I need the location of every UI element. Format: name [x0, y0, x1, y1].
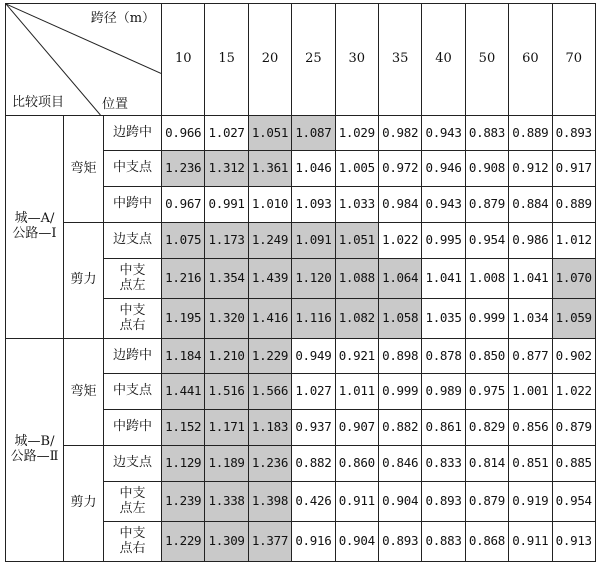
- span-header-40: 40: [422, 4, 465, 116]
- value-cell: 1.046: [292, 151, 335, 187]
- group-label-line1: 城—B/: [14, 434, 55, 450]
- value-cell-highlighted: 1.249: [248, 223, 291, 259]
- value-cell-highlighted: 1.184: [162, 339, 205, 374]
- value-cell-highlighted: 1.398: [248, 482, 291, 522]
- position-label: 中跨中: [104, 187, 162, 223]
- value-cell-highlighted: 1.075: [162, 223, 205, 259]
- comparison-table: [5, 3, 596, 562]
- value-cell: 1.093: [292, 187, 335, 223]
- value-cell-highlighted: 1.051: [335, 223, 378, 259]
- value-cell-highlighted: 1.309: [205, 522, 248, 562]
- position-label: [104, 299, 162, 339]
- value-cell-highlighted: 1.320: [205, 299, 248, 339]
- value-cell-highlighted: 1.239: [162, 482, 205, 522]
- value-cell-highlighted: 1.566: [248, 374, 291, 410]
- value-cell: 0.919: [509, 482, 552, 522]
- value-cell: 0.989: [422, 374, 465, 410]
- value-cell: 0.954: [465, 223, 508, 259]
- value-cell-highlighted: 1.059: [552, 299, 595, 339]
- position-label-line2: 点左: [119, 500, 146, 516]
- value-cell: 0.943: [422, 187, 465, 223]
- value-cell: 1.022: [378, 223, 421, 259]
- position-label: 边支点: [104, 223, 162, 259]
- group-label-line1: 城—A/: [14, 211, 55, 227]
- value-cell: 0.921: [335, 339, 378, 374]
- value-cell-highlighted: 1.416: [248, 299, 291, 339]
- value-cell: 0.877: [509, 339, 552, 374]
- value-cell-highlighted: 1.087: [292, 116, 335, 151]
- value-cell-highlighted: 1.229: [248, 339, 291, 374]
- value-cell: 0.879: [552, 410, 595, 446]
- span-header-25: 25: [292, 4, 335, 116]
- value-cell: 0.833: [422, 446, 465, 482]
- position-label: [104, 482, 162, 522]
- table-body: [6, 116, 596, 562]
- value-cell: 0.904: [378, 482, 421, 522]
- position-label-line1: 中支: [119, 262, 146, 278]
- value-cell: 0.972: [378, 151, 421, 187]
- position-label: 边跨中: [104, 116, 162, 151]
- value-cell: 0.904: [335, 522, 378, 562]
- table-row: [6, 116, 596, 151]
- value-cell: 1.035: [422, 299, 465, 339]
- value-cell-highlighted: 1.091: [292, 223, 335, 259]
- value-cell: 0.846: [378, 446, 421, 482]
- position-label-line2: 点右: [119, 540, 146, 556]
- position-label-line1: 中支: [119, 302, 146, 318]
- span-header-70: 70: [552, 4, 595, 116]
- value-cell: 0.856: [509, 410, 552, 446]
- value-cell: 1.033: [335, 187, 378, 223]
- group-label-line2: 公路—Ⅰ: [12, 226, 57, 241]
- diagonal-header-cell: [6, 4, 162, 116]
- value-cell: 0.829: [465, 410, 508, 446]
- value-cell: 0.911: [335, 482, 378, 522]
- span-header-20: 20: [248, 4, 291, 116]
- table-row: [6, 446, 596, 482]
- value-cell: 0.991: [205, 187, 248, 223]
- group-label-line2: 公路—Ⅱ: [10, 449, 59, 464]
- value-cell: 0.882: [292, 446, 335, 482]
- value-cell: 0.879: [465, 482, 508, 522]
- group-label: [6, 339, 64, 562]
- sub-item-label: 弯矩: [64, 339, 104, 446]
- value-cell: 0.898: [378, 339, 421, 374]
- position-label: 中跨中: [104, 410, 162, 446]
- sub-item-label: 弯矩: [64, 116, 104, 223]
- value-cell: 0.893: [552, 116, 595, 151]
- value-cell: 1.027: [292, 374, 335, 410]
- value-cell: 0.893: [378, 522, 421, 562]
- sub-item-label: 剪力: [64, 223, 104, 339]
- value-cell: 0.889: [552, 187, 595, 223]
- value-cell: 1.001: [509, 374, 552, 410]
- value-cell-highlighted: 1.152: [162, 410, 205, 446]
- value-cell: 0.851: [509, 446, 552, 482]
- value-cell-highlighted: 1.210: [205, 339, 248, 374]
- value-cell-highlighted: 1.216: [162, 259, 205, 299]
- table-row: [6, 339, 596, 374]
- value-cell: 1.008: [465, 259, 508, 299]
- value-cell: 0.999: [465, 299, 508, 339]
- span-header-35: 35: [378, 4, 421, 116]
- value-cell: 0.917: [552, 151, 595, 187]
- value-cell: 1.022: [552, 374, 595, 410]
- value-cell-highlighted: 1.088: [335, 259, 378, 299]
- value-cell-highlighted: 1.312: [205, 151, 248, 187]
- value-cell: 0.907: [335, 410, 378, 446]
- header-row: [6, 4, 596, 116]
- position-label-line2: 点右: [119, 317, 146, 333]
- value-cell: 0.946: [422, 151, 465, 187]
- value-cell: 0.908: [465, 151, 508, 187]
- position-label: [104, 259, 162, 299]
- value-cell-highlighted: 1.361: [248, 151, 291, 187]
- value-cell: 0.902: [552, 339, 595, 374]
- value-cell-highlighted: 1.082: [335, 299, 378, 339]
- value-cell-highlighted: 1.195: [162, 299, 205, 339]
- position-label: 边跨中: [104, 339, 162, 374]
- value-cell: 0.882: [378, 410, 421, 446]
- value-cell-highlighted: 1.236: [162, 151, 205, 187]
- value-cell: 0.885: [552, 446, 595, 482]
- span-header-label: 跨径（m）: [90, 11, 156, 26]
- value-cell: 0.883: [422, 522, 465, 562]
- value-cell: 1.041: [422, 259, 465, 299]
- value-cell: 0.966: [162, 116, 205, 151]
- value-cell: 0.850: [465, 339, 508, 374]
- value-cell-highlighted: 1.439: [248, 259, 291, 299]
- position-label-line1: 中支: [119, 485, 146, 501]
- value-cell: 1.029: [335, 116, 378, 151]
- value-cell: 0.893: [422, 482, 465, 522]
- position-label-line2: 点左: [119, 277, 146, 293]
- value-cell: 1.010: [248, 187, 291, 223]
- value-cell: 1.005: [335, 151, 378, 187]
- value-cell: 0.954: [552, 482, 595, 522]
- value-cell-highlighted: 1.516: [205, 374, 248, 410]
- span-header-50: 50: [465, 4, 508, 116]
- value-cell-highlighted: 1.120: [292, 259, 335, 299]
- span-header-10: 10: [162, 4, 205, 116]
- span-header-15: 15: [205, 4, 248, 116]
- value-cell: 0.883: [465, 116, 508, 151]
- value-cell: 0.999: [378, 374, 421, 410]
- position-label: [104, 522, 162, 562]
- value-cell: 0.878: [422, 339, 465, 374]
- value-cell: 0.967: [162, 187, 205, 223]
- value-cell-highlighted: 1.064: [378, 259, 421, 299]
- position-label: 中支点: [104, 151, 162, 187]
- value-cell: 0.426: [292, 482, 335, 522]
- position-label: 中支点: [104, 374, 162, 410]
- value-cell: 0.912: [509, 151, 552, 187]
- value-cell: 0.949: [292, 339, 335, 374]
- sub-item-label: 剪力: [64, 446, 104, 562]
- value-cell: 0.916: [292, 522, 335, 562]
- value-cell: 0.861: [422, 410, 465, 446]
- value-cell: 0.884: [509, 187, 552, 223]
- value-cell-highlighted: 1.354: [205, 259, 248, 299]
- value-cell-highlighted: 1.338: [205, 482, 248, 522]
- value-cell-highlighted: 1.058: [378, 299, 421, 339]
- value-cell-highlighted: 1.129: [162, 446, 205, 482]
- value-cell: 0.860: [335, 446, 378, 482]
- group-label: [6, 116, 64, 339]
- value-cell: 1.041: [509, 259, 552, 299]
- value-cell: 0.911: [509, 522, 552, 562]
- value-cell: 0.943: [422, 116, 465, 151]
- value-cell-highlighted: 1.070: [552, 259, 595, 299]
- value-cell-highlighted: 1.441: [162, 374, 205, 410]
- value-cell: 0.975: [465, 374, 508, 410]
- value-cell: 0.995: [422, 223, 465, 259]
- value-cell-highlighted: 1.171: [205, 410, 248, 446]
- value-cell-highlighted: 1.183: [248, 410, 291, 446]
- value-cell: 1.027: [205, 116, 248, 151]
- value-cell-highlighted: 1.229: [162, 522, 205, 562]
- value-cell-highlighted: 1.236: [248, 446, 291, 482]
- value-cell: 0.814: [465, 446, 508, 482]
- value-cell: 0.913: [552, 522, 595, 562]
- position-label-line1: 中支: [119, 525, 146, 541]
- value-cell: 1.034: [509, 299, 552, 339]
- value-cell: 0.984: [378, 187, 421, 223]
- value-cell: 0.868: [465, 522, 508, 562]
- value-cell-highlighted: 1.116: [292, 299, 335, 339]
- value-cell: 1.012: [552, 223, 595, 259]
- value-cell: 0.986: [509, 223, 552, 259]
- span-header-30: 30: [335, 4, 378, 116]
- value-cell-highlighted: 1.189: [205, 446, 248, 482]
- item-header-label: 比较项目: [12, 95, 65, 111]
- position-label: 边支点: [104, 446, 162, 482]
- table-row: [6, 223, 596, 259]
- value-cell: 0.889: [509, 116, 552, 151]
- value-cell: 0.879: [465, 187, 508, 223]
- position-header-label: 位置: [102, 97, 129, 113]
- value-cell-highlighted: 1.051: [248, 116, 291, 151]
- value-cell: 0.937: [292, 410, 335, 446]
- span-header-60: 60: [509, 4, 552, 116]
- value-cell: 1.011: [335, 374, 378, 410]
- value-cell: 0.982: [378, 116, 421, 151]
- value-cell-highlighted: 1.173: [205, 223, 248, 259]
- value-cell-highlighted: 1.377: [248, 522, 291, 562]
